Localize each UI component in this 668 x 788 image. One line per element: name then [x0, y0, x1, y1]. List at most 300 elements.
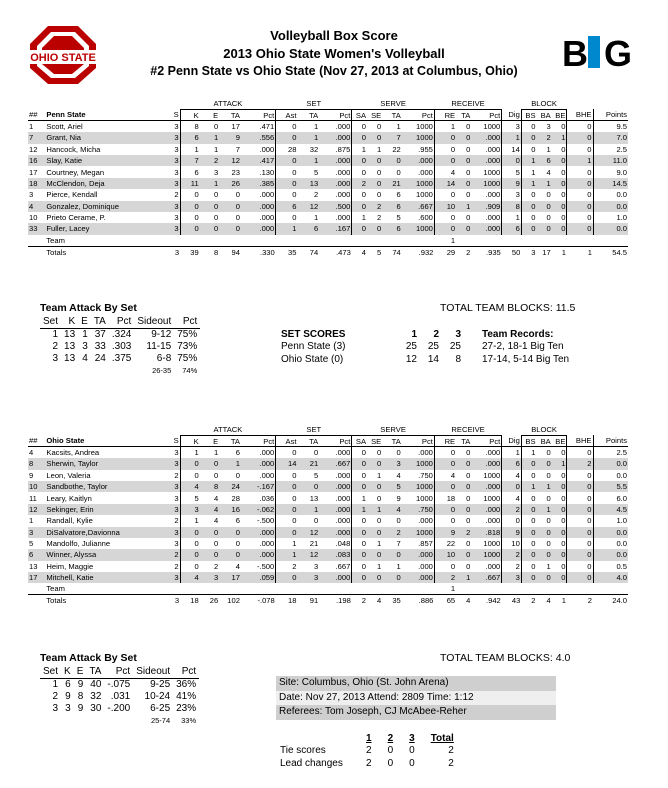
totals-cell: 35	[382, 595, 402, 606]
stat-cell: 0	[567, 549, 593, 560]
stat-cell: 28	[231, 493, 240, 503]
stat-cell: 1	[367, 504, 382, 515]
attack-set-cell: 1	[82, 328, 88, 340]
stat-cell: 3	[313, 561, 319, 571]
stat-cell: 0	[276, 572, 298, 583]
stat-cell: 0	[434, 132, 456, 143]
stat-cell: 4	[450, 167, 456, 177]
stat-cell: 0	[546, 516, 551, 526]
player-name: Pierce, Kendall	[46, 190, 98, 200]
stat-cell: 9	[434, 527, 456, 538]
stat-cell: 0	[200, 458, 220, 469]
stat-cell: 5	[396, 213, 401, 223]
stat-cell: -.167	[241, 481, 276, 492]
totals-cell: 26	[200, 595, 220, 606]
stat-cell: 0	[450, 144, 456, 154]
stat-cell: 0	[219, 527, 241, 538]
stat-cell: .667	[319, 458, 352, 469]
empty-cell	[78, 364, 91, 376]
stat-cell: 6	[180, 132, 200, 143]
attack-set-cell: 9-12	[151, 328, 172, 340]
stat-cell: 0	[194, 190, 199, 200]
column-header: E	[213, 436, 219, 446]
stat-cell: .000	[402, 166, 435, 177]
stat-cell: 11.0	[593, 155, 628, 166]
stat-cell: 0	[235, 539, 240, 549]
set-score-team: Penn State (3)	[281, 341, 346, 353]
stat-cell: 21	[309, 539, 319, 549]
totals-cell: 43	[502, 595, 522, 606]
column-header: Dig	[502, 109, 522, 120]
totals-cell: .932	[402, 246, 435, 257]
jersey-number: 18	[28, 178, 45, 189]
player-row	[28, 527, 628, 538]
totals-cell: 3	[521, 246, 536, 257]
empty-cell	[502, 235, 522, 246]
attack-set-cell: 11-15	[146, 340, 172, 352]
empty-cell	[552, 235, 567, 246]
totals-cell: .198	[319, 595, 352, 606]
player-name: Sekinger, Erin	[45, 504, 165, 515]
stat-cell: 6	[382, 201, 402, 212]
attack-set-cell: 3	[65, 702, 71, 714]
totals-cell: -.078	[241, 595, 276, 606]
stat-cell: 3	[165, 492, 180, 503]
stat-cell: 1	[537, 481, 552, 492]
set-score-value: 8	[455, 353, 461, 365]
stat-cell: 0	[352, 481, 367, 492]
stat-cell: 3	[165, 166, 180, 177]
empty-cell	[278, 732, 358, 745]
empty-cell	[28, 595, 45, 606]
empty-cell	[219, 235, 241, 246]
stat-cell: .000	[471, 561, 501, 572]
report-subtitle: 2013 Ohio State Women's Volleyball	[223, 46, 445, 61]
tie-row	[278, 757, 462, 770]
totals-cell: .473	[319, 246, 352, 257]
attack-set-row	[40, 328, 200, 340]
stat-cell: 9.5	[593, 121, 628, 132]
stat-cell: 1000	[402, 223, 435, 234]
column-header: TA	[309, 110, 319, 120]
stat-cell: 1000	[402, 178, 435, 189]
stat-cell: 3	[502, 121, 522, 132]
stat-cell: .000	[471, 155, 501, 166]
player-row	[28, 492, 628, 503]
stat-cell: .000	[471, 212, 501, 223]
column-header: BA	[540, 436, 551, 446]
stat-cell: 2	[352, 178, 367, 189]
attack-set-cell: 13	[64, 352, 76, 364]
group-spacer	[28, 424, 180, 435]
stat-cell: 0	[552, 481, 567, 492]
attack-set-cell: 23%	[176, 702, 197, 714]
group-receive: RECEIVE	[434, 98, 501, 109]
stat-cell: .875	[319, 144, 352, 155]
attack-set-cell: 9	[77, 702, 84, 714]
attack-set-header: E	[78, 316, 91, 328]
stat-cell: 0	[537, 549, 552, 560]
player-name: Slay, Katie	[45, 155, 165, 166]
empty-cell	[367, 583, 382, 594]
stat-cell: 4.0	[593, 572, 628, 583]
group-attack: ATTACK	[180, 98, 276, 109]
player-name: Gonzalez, Dominique	[45, 201, 165, 212]
totals-cell: 24.0	[593, 595, 628, 606]
stat-cell: 2	[313, 190, 319, 200]
player-name: Leon, Valeria	[46, 470, 91, 480]
osu-logo-text: OHIO STATE	[30, 52, 96, 64]
stat-cell: .000	[402, 447, 435, 458]
attack-set-cell: -.075	[107, 678, 131, 690]
player-name: Leary, Kaitlyn	[46, 493, 92, 503]
column-header: Dig	[502, 435, 522, 446]
stat-cell: 0.0	[616, 470, 627, 480]
tie-value: 0	[387, 745, 394, 757]
stat-cell: 5	[382, 481, 402, 492]
column-header: Ast	[285, 436, 297, 446]
column-header: Pct	[471, 435, 501, 446]
stat-cell: 0	[567, 538, 593, 549]
stat-cell: 4	[450, 470, 456, 480]
attack-set-header: Pct	[174, 316, 200, 328]
team-row	[28, 583, 628, 594]
stat-cell: 0	[276, 178, 298, 189]
stat-cell: .000	[471, 481, 501, 492]
attack-set-cell: 13	[64, 340, 76, 352]
stat-cell: 1	[531, 167, 536, 177]
stat-cell: 3	[165, 481, 180, 492]
stat-cell: 0	[552, 144, 567, 155]
stat-cell: 0	[456, 549, 471, 560]
attack-set-cell: 73%	[177, 340, 198, 352]
stat-cell: 2	[292, 561, 297, 571]
stat-cell: 0	[352, 447, 367, 458]
team-record: 17-14, 5-14 Big Ten	[482, 353, 570, 365]
stat-cell: 0	[361, 516, 367, 526]
stat-cell: 23	[231, 167, 240, 177]
stat-cell: 0	[200, 201, 220, 212]
stat-cell: 14	[502, 144, 522, 155]
column-header: Points	[605, 436, 627, 446]
stat-cell: 0	[531, 213, 536, 223]
stat-cell: 1	[297, 155, 319, 166]
stat-cell: 1	[521, 447, 536, 458]
stat-cell: 1	[502, 132, 522, 143]
stat-cell: .000	[319, 166, 352, 177]
stat-cell: 4	[235, 561, 240, 571]
stat-cell: 1	[200, 447, 220, 458]
stat-cell: .000	[319, 470, 352, 481]
stat-cell: 4	[546, 167, 551, 177]
stat-cell: 7	[396, 539, 401, 549]
empty-cell	[180, 235, 200, 246]
stat-cell: 0	[531, 516, 536, 526]
totals-cell: 2	[521, 595, 536, 606]
stat-cell: 0	[537, 572, 552, 583]
totals-cell: 102	[219, 595, 241, 606]
stat-cell: .909	[471, 201, 501, 212]
attack-set-cell: .303	[111, 340, 132, 352]
stat-cell: 0	[376, 516, 382, 526]
stat-cell: 1	[382, 121, 402, 132]
stat-cell: 3	[214, 167, 219, 177]
stat-cell: 0	[313, 516, 319, 526]
stat-cell: 2	[382, 527, 402, 538]
column-header: K	[193, 436, 199, 446]
stat-cell: 0	[276, 155, 298, 166]
team-row-re: 1	[450, 235, 456, 245]
stat-cell: 0	[382, 447, 402, 458]
stat-cell: 24	[219, 481, 241, 492]
stat-cell: 0	[552, 470, 567, 481]
stat-cell: 1	[456, 201, 471, 212]
column-header: BS	[525, 110, 536, 120]
team-row-re: 1	[450, 584, 456, 594]
empty-cell	[382, 235, 402, 246]
stat-cell: 0	[200, 121, 220, 132]
stat-cell: 0	[235, 190, 240, 200]
empty-cell	[319, 583, 352, 594]
stat-cell: 0	[382, 549, 402, 560]
stat-cell: 1	[200, 178, 220, 189]
stat-cell: .857	[402, 538, 435, 549]
stat-cell: .667	[402, 201, 435, 212]
stat-cell: 2	[165, 470, 180, 481]
column-header: E	[213, 110, 219, 120]
stat-cell: 4.5	[593, 504, 628, 515]
stat-cell: 0	[367, 572, 382, 583]
totals-row	[28, 246, 628, 257]
player-name: Hancock, Micha	[46, 144, 101, 154]
player-name: Sherwin, Taylor	[45, 458, 165, 469]
group-spacer	[593, 424, 628, 435]
stat-cell: 0	[552, 527, 567, 538]
tie-value: 0	[409, 757, 415, 769]
empty-cell	[40, 364, 61, 376]
stat-cell: 1	[297, 504, 319, 515]
stat-cell: .818	[471, 527, 501, 538]
stat-cell: 0.0	[616, 539, 627, 549]
stat-cell: 3	[165, 527, 180, 538]
stat-cell: 3	[165, 144, 180, 155]
stat-cell: 1000	[402, 481, 435, 492]
attack-set-header: E	[74, 666, 87, 678]
stat-cell: 0	[466, 539, 471, 549]
stat-cell: 3	[165, 572, 180, 583]
penn-attack-by-set-title: Team Attack By Set	[40, 302, 137, 314]
attack-set-cell: 37	[94, 328, 106, 340]
jersey-number: 10	[29, 213, 38, 223]
player-name: Grant, Nia	[45, 132, 165, 143]
stat-cell: 1.0	[616, 213, 627, 223]
empty-cell	[552, 583, 567, 594]
stat-cell: 1	[502, 447, 522, 458]
ohio-attack-by-set-title: Team Attack By Set	[40, 652, 137, 664]
stat-cell: .000	[319, 189, 352, 200]
stat-cell: 3	[165, 212, 180, 223]
stat-cell: 0	[200, 527, 220, 538]
empty-cell	[241, 583, 276, 594]
stat-cell: 0	[450, 213, 456, 223]
attack-set-cell: 9-25	[150, 678, 171, 690]
stat-cell: 0	[552, 447, 567, 458]
ohio-state-stats-table	[28, 424, 628, 606]
stat-cell: 0	[434, 481, 456, 492]
totals-cell: .330	[241, 246, 276, 257]
stat-cell: -.062	[241, 504, 276, 515]
stat-cell: 2	[367, 201, 382, 212]
empty-cell	[276, 583, 298, 594]
stat-cell: 1	[376, 470, 382, 480]
player-row	[28, 223, 628, 234]
stat-cell: 1	[376, 539, 382, 549]
empty-cell	[537, 583, 552, 594]
stat-cell: 3	[537, 121, 552, 132]
team-row-label: Team	[46, 584, 65, 594]
stat-cell: 6	[276, 201, 298, 212]
set-number-header: 3	[455, 328, 461, 340]
player-row	[28, 189, 628, 200]
stat-cell: 3	[382, 458, 402, 469]
stat-cell: 0	[180, 223, 200, 234]
set-score-value: 25	[427, 341, 439, 353]
player-name: Heim, Maggie	[46, 561, 94, 571]
group-set: SET	[276, 98, 352, 109]
stat-cell: 4	[214, 516, 219, 526]
column-header: K	[193, 110, 199, 120]
stat-cell: 0	[276, 504, 298, 515]
stat-cell: 0	[180, 549, 200, 560]
penn-total-team-blocks: TOTAL TEAM BLOCKS: 11.5	[440, 302, 576, 314]
totals-cell: 54.5	[593, 246, 628, 257]
stat-cell: 0	[456, 504, 471, 515]
jersey-number: 4	[28, 447, 45, 458]
empty-cell	[456, 235, 471, 246]
stat-cell: 1000	[402, 189, 435, 200]
penn-attack-by-set-table	[40, 316, 200, 376]
stat-cell: 6	[502, 223, 522, 234]
attack-set-cell: 3	[52, 352, 59, 364]
stat-cell: 0	[361, 470, 367, 480]
player-row	[28, 470, 628, 481]
stat-cell: 0	[180, 201, 200, 212]
stat-cell: 0	[531, 144, 536, 154]
stat-cell: 16	[219, 504, 241, 515]
stat-cell: .000	[471, 447, 501, 458]
empty-cell	[471, 583, 501, 594]
stat-cell: 0.0	[593, 549, 628, 560]
stat-cell: 0	[352, 458, 367, 469]
attack-set-cell: 1	[52, 678, 59, 690]
stat-cell: 0	[567, 212, 593, 223]
player-row	[28, 121, 628, 132]
stat-cell: 2	[502, 549, 522, 560]
empty-cell	[276, 235, 298, 246]
column-header: TA	[309, 436, 319, 446]
stat-cell: 1	[297, 132, 319, 143]
stat-cell: .000	[241, 447, 276, 458]
group-spacer	[567, 98, 593, 109]
player-name: Fuller, Lacey	[45, 223, 165, 234]
empty-cell	[40, 714, 61, 726]
stat-cell: .000	[241, 549, 276, 560]
column-header: BS	[525, 436, 536, 446]
column-header: TA	[230, 436, 240, 446]
empty-cell	[61, 714, 74, 726]
stat-cell: 1	[521, 178, 536, 189]
stat-cell: 0	[200, 549, 220, 560]
stat-cell: .667	[319, 561, 352, 572]
stat-cell: .385	[241, 178, 276, 189]
stat-cell: 0	[376, 190, 382, 200]
totals-cell: 65	[434, 595, 456, 606]
totals-cell: 3	[165, 246, 180, 257]
penn-stats-grid	[28, 98, 628, 257]
stat-cell: 1000	[402, 492, 435, 503]
stat-cell: 2	[537, 132, 552, 143]
stat-cell: 6.0	[616, 493, 627, 503]
stat-cell: 0	[567, 223, 593, 234]
team-records-title: Team Records:	[482, 328, 554, 340]
empty-cell	[471, 235, 501, 246]
team-record: 27-2, 18-1 Big Ten	[482, 341, 564, 353]
stat-cell: 3	[502, 189, 522, 200]
totals-cell: 1	[567, 246, 593, 257]
player-name: Mitchell, Katie	[45, 572, 165, 583]
empty-cell	[593, 583, 628, 594]
stat-cell: 0	[352, 549, 367, 560]
stat-cell: 2	[200, 155, 220, 166]
column-header: Pct	[471, 109, 501, 120]
stat-cell: 0	[214, 539, 219, 549]
stat-cell: 9	[502, 178, 522, 189]
stat-cell: 7	[235, 144, 240, 154]
attack-set-header: Set	[40, 316, 61, 328]
stat-cell: 0	[521, 201, 536, 212]
set-score-value: 14	[427, 353, 439, 365]
team-row	[28, 235, 628, 246]
empty-cell	[28, 583, 45, 594]
column-header: Pct	[402, 109, 435, 120]
totals-cell: 17	[537, 246, 552, 257]
stat-cell: 2	[165, 561, 180, 572]
stat-cell: 0	[297, 481, 319, 492]
totals-cell: 2	[567, 595, 593, 606]
stat-cell: 2	[165, 515, 180, 526]
stat-cell: .130	[241, 166, 276, 177]
attack-set-cell: 41%	[176, 690, 197, 702]
stat-cell: 0	[531, 493, 536, 503]
stat-cell: 8	[180, 121, 200, 132]
stat-cell: 3	[297, 572, 319, 583]
jersey-number: 12	[28, 504, 45, 515]
column-header: BHE	[567, 435, 593, 446]
stat-cell: 6	[219, 447, 241, 458]
group-set: SET	[276, 424, 352, 435]
stat-cell: 22	[446, 539, 456, 549]
stat-cell: -.500	[241, 515, 276, 526]
jersey-number: 10	[28, 481, 45, 492]
stat-cell: 1000	[471, 492, 501, 503]
group-spacer	[502, 98, 522, 109]
attack-set-header: K	[61, 316, 78, 328]
stat-cell: 2	[165, 549, 180, 560]
stat-cell: .000	[241, 458, 276, 469]
group-spacer	[593, 98, 628, 109]
totals-cell: 4	[537, 595, 552, 606]
attack-set-cell: 75%	[177, 328, 198, 340]
